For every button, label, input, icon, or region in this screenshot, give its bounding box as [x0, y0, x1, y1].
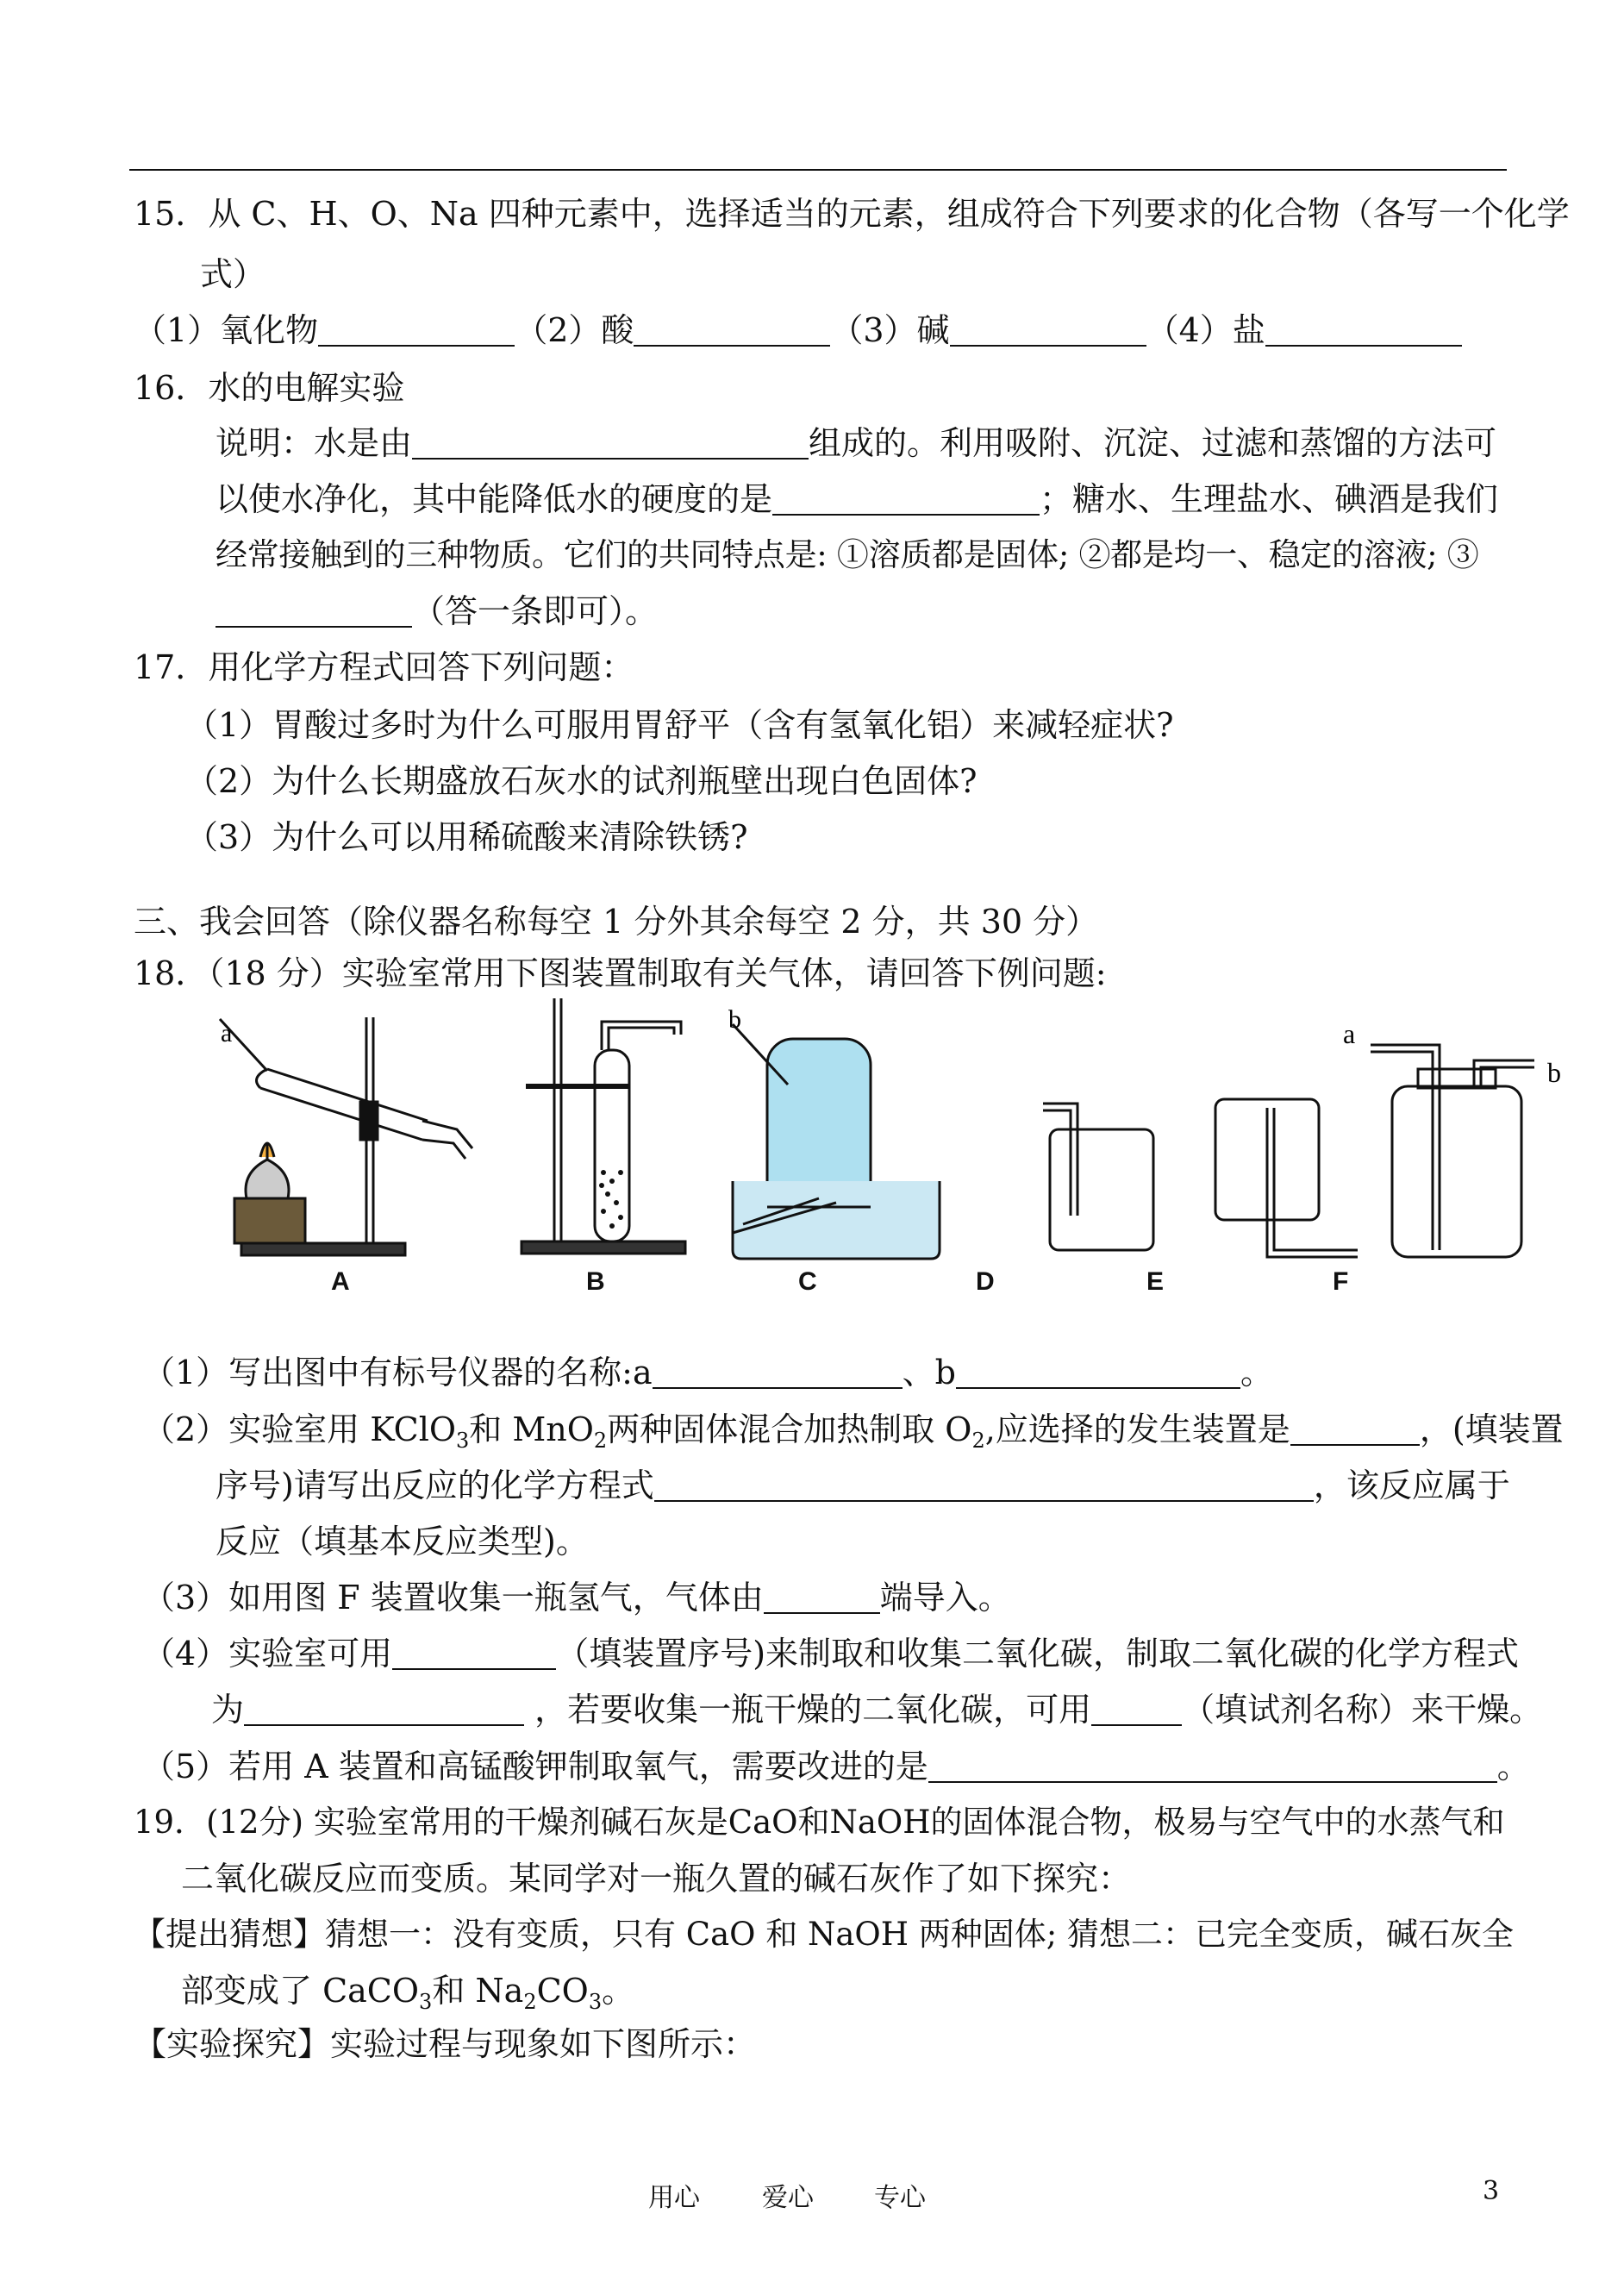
q17-sub1: （1）胃酸过多时为什么可服用胃舒平（含有氢氧化铝）来减轻症状?: [185, 706, 1174, 744]
label-mark-c-b: b: [728, 1005, 741, 1034]
q19-l4b: 和 Na: [432, 1972, 524, 2010]
footer-text-3: 专心: [874, 2183, 926, 2213]
section-3-heading: 三、我会回答（除仪器名称每空 1 分外其余每空 2 分，共 30 分）: [134, 903, 1099, 941]
q17-title: 17．用化学方程式回答下列问题：: [134, 648, 634, 686]
q16-blank-1[interactable]: [412, 428, 809, 460]
q18-p2d: ,应选择的发生装置是: [984, 1410, 1290, 1448]
q16-line4: [215, 589, 658, 634]
q15-blank-1[interactable]: [318, 316, 515, 347]
q19-l4a: 部变成了 CaCO: [181, 1972, 420, 2010]
q18-part4-line2: [211, 1687, 1542, 1732]
footer-text-1: 用心: [648, 2183, 700, 2213]
q18-part1: [142, 1350, 1273, 1395]
q18-blank-device[interactable]: [1290, 1415, 1420, 1446]
fig-label-a: A: [331, 1267, 350, 1296]
q18-p1a: （1）写出图中有标号仪器的名称:a: [142, 1354, 653, 1391]
q19-l4c: CO: [536, 1972, 589, 2010]
q18-p5a: （5）若用 A 装置和高锰酸钾制取氧气，需要改进的是: [142, 1748, 928, 1785]
apparatus-c: [733, 1024, 940, 1259]
q15-blank-2[interactable]: [634, 316, 830, 347]
q18-p2b: 和 MnO: [469, 1410, 594, 1448]
q18-p3a: （3）如用图 F 装置收集一瓶氢气，气体由: [142, 1579, 764, 1617]
q18-title: 18．（18 分）实验室常用下图装置制取有关气体，请回答下例问题:: [134, 954, 1107, 992]
q19-line5: 【实验探究】实验过程与现象如下图所示：: [134, 2025, 757, 2063]
apparatus-f: [1371, 1045, 1534, 1257]
apparatus-a: [220, 1017, 472, 1255]
label-mark-f-b: b: [1547, 1057, 1561, 1088]
q19-l4d: 。: [602, 1972, 635, 2010]
apparatus-e: [1215, 1099, 1358, 1257]
q18-part3: [142, 1575, 1011, 1620]
footer-text-2: 爱心: [762, 2183, 814, 2213]
apparatus-b: [522, 998, 685, 1254]
q19-line4: [181, 1968, 634, 2013]
q16-l4: （答一条即可）。: [412, 592, 659, 630]
q17-sub2: （2）为什么长期盛放石灰水的试剂瓶壁出现白色固体?: [185, 762, 978, 800]
q18-blank-improve[interactable]: [928, 1752, 1497, 1783]
fig-label-d: D: [976, 1267, 995, 1296]
q18-blank-co2-device[interactable]: [392, 1639, 556, 1670]
q18-p2g: ，该反应属于: [1313, 1466, 1510, 1504]
label-mark-f-a: a: [1343, 1018, 1356, 1049]
q18-blank-equation[interactable]: [654, 1471, 1314, 1502]
q15-part2-label: （2）酸: [515, 311, 634, 349]
q18-part2-line3: 反应（填基本反应类型)。: [215, 1523, 589, 1560]
q18-blank-co2-equation[interactable]: [244, 1695, 524, 1726]
q16-l2b: ；糖水、生理盐水、碘酒是我们: [1040, 480, 1499, 518]
q15-blank-4[interactable]: [1265, 316, 1462, 347]
sub-3b: 3: [419, 1990, 433, 2014]
sub-2c: 2: [523, 1990, 537, 2014]
q18-p4b: （填装置序号)来制取和收集二氧化碳，制取二氧化碳的化学方程式: [556, 1635, 1520, 1673]
q18-part2-line2: [215, 1463, 1510, 1508]
q16-l1a: 说明：水是由: [215, 424, 413, 462]
q15-parts: [134, 308, 1462, 353]
q18-p4a: （4）实验室可用: [142, 1635, 393, 1673]
q18-p2a: （2）实验室用 KClO: [142, 1410, 457, 1448]
q15-part4-label: （4）盐: [1146, 311, 1265, 349]
q18-blank-b[interactable]: [956, 1358, 1240, 1389]
q18-part4-line1: [142, 1631, 1519, 1676]
q18-p2c: 两种固体混合加热制取 O: [607, 1410, 972, 1448]
q19-line3: 【提出猜想】猜想一：没有变质，只有 CaO 和 NaOH 两种固体; 猜想二：已完全变质，碱石灰全: [134, 1916, 1515, 1953]
q16-blank-3[interactable]: [215, 597, 412, 628]
q15-line2: 式）: [200, 255, 266, 293]
apparatus-figure: [215, 991, 1561, 1302]
q16-blank-2[interactable]: [772, 485, 1040, 516]
q18-p4c: 为: [211, 1691, 245, 1729]
sub-2: 2: [593, 1429, 608, 1453]
q16-line1: [215, 421, 1496, 466]
apparatus-d: [1043, 1104, 1153, 1250]
q18-blank-a[interactable]: [653, 1358, 903, 1389]
q15-part3-label: （3）碱: [830, 311, 950, 349]
fig-label-b: B: [586, 1267, 605, 1296]
sub-3c: 3: [588, 1990, 603, 2014]
q18-p5b: 。: [1496, 1748, 1530, 1785]
q18-p4e: （填试剂名称）来干燥。: [1182, 1691, 1543, 1729]
q18-p2e: ，(填装置: [1419, 1410, 1564, 1448]
label-mark-a: a: [221, 1019, 233, 1047]
q18-p1c: 。: [1240, 1354, 1273, 1391]
q15-part1-label: （1）氧化物: [134, 311, 319, 349]
sub-2b: 2: [971, 1429, 985, 1453]
q16-line2: [215, 477, 1498, 522]
fig-label-c: C: [798, 1267, 817, 1296]
page-number: 3: [1483, 2176, 1500, 2206]
top-rule: [129, 169, 1507, 171]
q18-p4d: ，若要收集一瓶干燥的二氧化碳，可用: [534, 1691, 1092, 1729]
sub-3: 3: [456, 1429, 470, 1453]
q18-p3b: 端导入。: [879, 1579, 1011, 1617]
q16-title: 16．水的电解实验: [134, 369, 405, 407]
q15-line1: 15．从 C、H、O、Na 四种元素中，选择适当的元素，组成符合下列要求的化合物（各写一个化学: [134, 195, 1570, 233]
q18-part2-line1: [142, 1407, 1564, 1452]
q18-blank-reagent[interactable]: [1091, 1695, 1182, 1726]
fig-label-e: E: [1146, 1267, 1165, 1296]
q18-blank-end[interactable]: [764, 1583, 880, 1614]
q16-line3: 经常接触到的三种物质。它们的共同特点是: ①溶质都是固体; ②都是均一、稳定的溶液; ③: [215, 536, 1479, 573]
q19-line2: 二氧化碳反应而变质。某同学对一瓶久置的碱石灰作了如下探究：: [181, 1860, 1132, 1898]
q16-l2a: 以使水净化，其中能降低水的硬度的是: [215, 480, 773, 518]
q18-p2f: 序号)请写出反应的化学方程式: [215, 1466, 654, 1504]
q15-blank-3[interactable]: [950, 316, 1146, 347]
q16-l1b: 组成的。利用吸附、沉淀、过滤和蒸馏的方法可: [809, 424, 1497, 462]
fig-label-f: F: [1333, 1267, 1349, 1296]
q18-part5: [142, 1744, 1530, 1789]
q17-sub3: （3）为什么可以用稀硫酸来清除铁锈?: [185, 818, 748, 856]
q18-p1b: 、b: [902, 1354, 956, 1391]
q19-line1: 19．(12分) 实验室常用的干燥剂碱石灰是CaO和NaOH的固体混合物，极易与空气中的水蒸气和: [134, 1804, 1505, 1841]
